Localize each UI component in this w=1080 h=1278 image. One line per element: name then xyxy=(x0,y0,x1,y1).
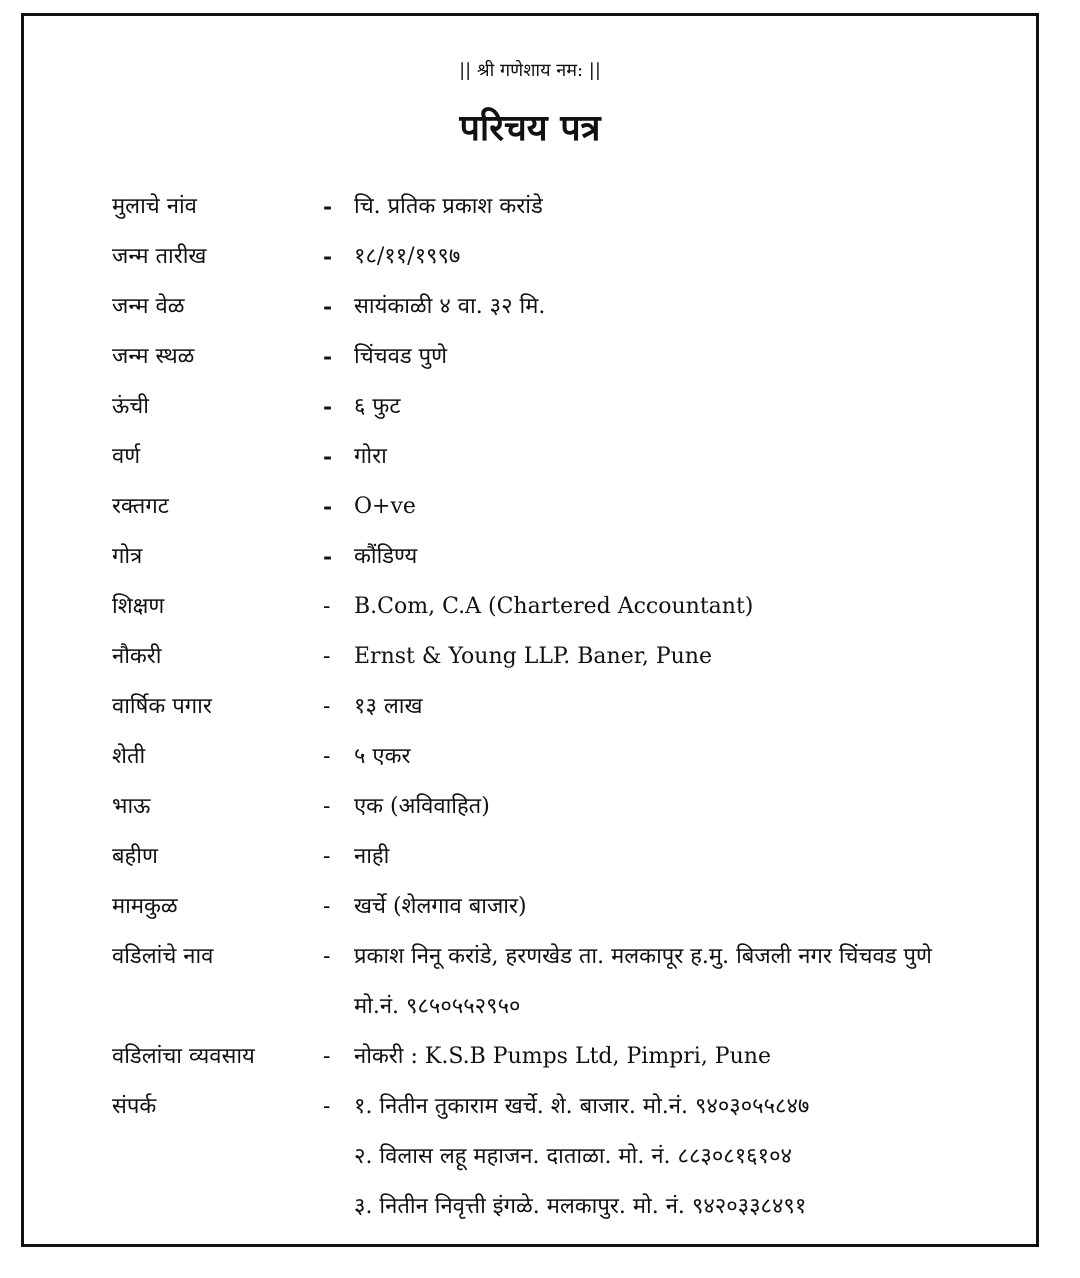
field-value xyxy=(354,282,1032,332)
field-separator: - xyxy=(323,794,331,819)
field-value-line: १. नितीन तुकाराम खर्चे. शे. बाजार. मो.नं. ९४०३०५५८४७ xyxy=(354,1094,810,1119)
field-row xyxy=(112,282,1032,332)
field-label: शेती xyxy=(112,744,146,769)
field-label: शिक्षण xyxy=(112,594,165,619)
invocation-line: || श्री गणेशाय नम: || xyxy=(459,60,601,81)
field-value-line: चि. प्रतिक प्रकाश करांडे xyxy=(354,194,543,219)
field-value-line: चिंचवड पुणे xyxy=(354,344,448,369)
field-row xyxy=(112,432,1032,482)
field-label: नौकरी xyxy=(112,644,162,669)
field-value-line: नोकरी : K.S.B Pumps Ltd, Pimpri, Pune xyxy=(354,1044,771,1069)
field-label: जन्म तारीख xyxy=(112,244,207,269)
field-separator: - xyxy=(323,344,333,370)
field-value-line: १८/११/१९९७ xyxy=(354,244,461,269)
field-value-line: सायंकाळी ४ वा. ३२ मि. xyxy=(354,294,546,319)
field-value xyxy=(354,882,1032,932)
field-label: वडिलांचे नाव xyxy=(112,944,214,969)
field-value xyxy=(354,232,1032,282)
field-row xyxy=(112,882,1032,932)
field-value xyxy=(354,382,1032,432)
field-label: वडिलांचा व्यवसाय xyxy=(112,1044,255,1069)
field-separator: - xyxy=(323,294,333,320)
field-value-line: मो.नं. ९८५०५५२९५० xyxy=(354,994,521,1019)
field-value-line: खर्चे (शेलगाव बाजार) xyxy=(354,894,527,919)
field-value xyxy=(354,532,1032,582)
field-separator: - xyxy=(323,1094,331,1119)
field-value-line: गोरा xyxy=(354,444,387,469)
field-separator: - xyxy=(323,844,331,869)
field-value xyxy=(354,682,1032,732)
field-row xyxy=(112,632,1032,682)
field-value-line: २. विलास लहू महाजन. दाताळा. मो. नं. ८८३०८१६१०४ xyxy=(354,1144,792,1169)
field-row xyxy=(112,682,1032,732)
field-row xyxy=(112,182,1032,232)
field-row xyxy=(112,782,1032,832)
field-value-line: Ernst & Young LLP. Baner, Pune xyxy=(354,644,712,669)
field-separator: - xyxy=(323,1044,331,1069)
field-value-line: एक (अविवाहित) xyxy=(354,794,490,819)
field-row xyxy=(112,1082,1032,1232)
field-label: मामकुळ xyxy=(112,894,178,919)
document-title: परिचय पत्र xyxy=(459,107,601,149)
field-label: वार्षिक पगार xyxy=(112,694,212,719)
field-label: वर्ण xyxy=(112,444,141,469)
field-label: बहीण xyxy=(112,844,158,869)
field-separator: - xyxy=(323,894,331,919)
field-value xyxy=(354,1032,1032,1082)
field-separator: - xyxy=(323,494,333,520)
field-separator: - xyxy=(323,394,333,420)
field-value xyxy=(354,332,1032,382)
field-value-line: ६ फुट xyxy=(354,394,401,419)
field-value xyxy=(354,182,1032,232)
field-label: जन्म वेळ xyxy=(112,294,185,319)
field-value xyxy=(354,1082,1032,1232)
field-value xyxy=(354,832,1032,882)
field-row xyxy=(112,932,1032,1032)
field-row xyxy=(112,582,1032,632)
document-border xyxy=(21,13,1039,1247)
field-value-line: ५ एकर xyxy=(354,744,411,769)
field-label: संपर्क xyxy=(112,1094,157,1119)
field-value-line: १३ लाख xyxy=(354,694,423,719)
field-separator: - xyxy=(323,944,331,969)
field-value-line: ३. नितीन निवृत्ती इंगळे. मलकापुर. मो. नं. ९४२०३३८४९१ xyxy=(354,1194,807,1219)
field-row xyxy=(112,332,1032,382)
field-value xyxy=(354,632,1032,682)
field-separator: - xyxy=(323,194,333,220)
field-value xyxy=(354,932,1032,1032)
field-label: मुलाचे नांव xyxy=(112,194,197,219)
field-value-line: B.Com, C.A (Chartered Accountant) xyxy=(354,594,754,619)
field-row xyxy=(112,1032,1032,1082)
field-separator: - xyxy=(323,444,333,470)
field-value xyxy=(354,782,1032,832)
field-row xyxy=(112,832,1032,882)
field-value xyxy=(354,432,1032,482)
field-row xyxy=(112,732,1032,782)
field-separator: - xyxy=(323,544,333,570)
field-label: जन्म स्थळ xyxy=(112,344,195,369)
field-row xyxy=(112,532,1032,582)
field-separator: - xyxy=(323,644,331,669)
field-separator: - xyxy=(323,744,331,769)
field-row xyxy=(112,232,1032,282)
field-value-line: कौंडिण्य xyxy=(354,544,418,569)
field-value-line: O+ve xyxy=(354,494,416,519)
field-separator: - xyxy=(323,244,333,270)
field-separator: - xyxy=(323,594,331,619)
field-separator: - xyxy=(323,694,331,719)
field-label: रक्तगट xyxy=(112,494,169,519)
biodata-fields xyxy=(112,182,1032,1232)
field-value xyxy=(354,732,1032,782)
field-label: ऊंची xyxy=(112,394,149,419)
field-label: भाऊ xyxy=(112,794,151,819)
field-row xyxy=(112,382,1032,432)
field-row xyxy=(112,482,1032,532)
field-label: गोत्र xyxy=(112,544,143,569)
field-value xyxy=(354,482,1032,532)
field-value-line: नाही xyxy=(354,844,390,869)
field-value xyxy=(354,582,1032,632)
field-value-line: प्रकाश निनू करांडे, हरणखेड ता. मलकापूर ह.मु. बिजली नगर चिंचवड पुणे xyxy=(354,944,932,969)
